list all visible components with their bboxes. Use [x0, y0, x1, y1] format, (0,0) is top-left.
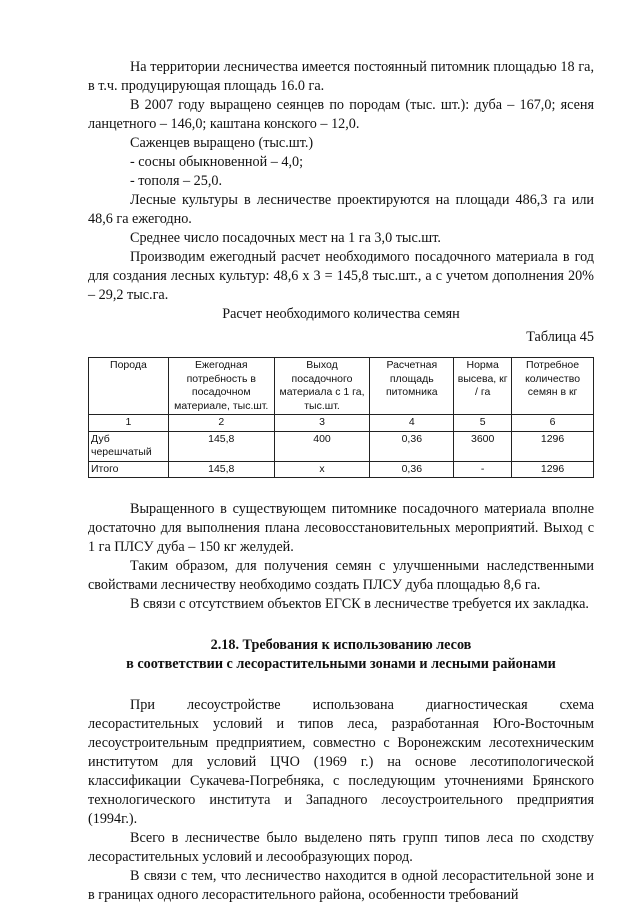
paragraph-seedlings: В 2007 году выращено сеянцев по породам (тыс. шт.): дуба – 167,0; ясеня ланцетного – 146,0; каштана конского – 12,0.: [88, 97, 594, 132]
table-cell: 1: [89, 415, 169, 432]
section-heading-line2: в соответствии с лесорастительными зонами и лесными районами: [126, 656, 556, 672]
table-label: Таблица 45: [526, 329, 594, 345]
table-cell: 5: [454, 415, 512, 432]
table-header-row: [89, 358, 594, 415]
table-row-total: [89, 461, 594, 478]
table-header-cell: Расчетная площадь питомника: [370, 358, 454, 415]
table-header-cell: Ежегодная потребность в посадочном материале, тыс.шт.: [168, 358, 274, 415]
table-title: Расчет необходимого количества семян: [222, 306, 460, 322]
paragraph-sufficient: Выращенного в существующем питомнике посадочного материала вполне достаточно для выполнения плана лесовосстановительных мероприятий. Выход с 1 га ПЛСУ дуба – 150 кг желудей.: [88, 501, 594, 555]
table-cell: 0,36: [370, 461, 454, 478]
paragraph-planting-places: Среднее число посадочных мест на 1 га 3,0 тыс.шт.: [130, 230, 441, 246]
table-cell: 2: [168, 415, 274, 432]
paragraph-nursery: На территории лесничества имеется постоянный питомник площадью 18 га, в т.ч. продуцирующая площадь 16.0 га.: [88, 59, 594, 94]
table-cell: х: [274, 461, 370, 478]
table-cell: 4: [370, 415, 454, 432]
paragraph-forest-cultures: Лесные культуры в лесничестве проектируются на площади 486,3 га или 48,6 га ежегодно.: [88, 192, 594, 227]
table-cell: 1296: [512, 461, 594, 478]
table-row: [89, 431, 594, 461]
table-cell: 400: [274, 431, 370, 461]
seed-requirement-table: [88, 357, 594, 478]
table-cell: 3: [274, 415, 370, 432]
paragraph-forest-groups: Всего в лесничестве было выделено пять групп типов леса по сходству лесорастительных условий и лесообразующих пород.: [88, 830, 594, 865]
paragraph-saplings-header: Саженцев выращено (тыс.шт.): [130, 135, 314, 151]
paragraph-plsu: Таким образом, для получения семян с улучшенными наследственными свойствами лесничеству необходимо создать ПЛСУ дуба площадью 8,6 га.: [88, 558, 594, 593]
table-header-cell: Потребное количество семян в кг: [512, 358, 594, 415]
table-header-cell: Выход посадочного материала с 1 га, тыс.шт.: [274, 358, 370, 415]
table-cell: Дуб черешчатый: [89, 431, 169, 461]
table-cell: 145,8: [168, 461, 274, 478]
table-cell: Итого: [89, 461, 169, 478]
table-cell: 0,36: [370, 431, 454, 461]
paragraph-annual-calc: Производим ежегодный расчет необходимого посадочного материала в год для создания лесных культур: 48,6 х 3 = 145,8 тыс.шт., а с учетом дополнения 20% – 29,2 тыс.га.: [88, 249, 594, 303]
table-header-cell: Порода: [89, 358, 169, 415]
table-cell: 6: [512, 415, 594, 432]
paragraph-diagnostic-scheme: При лесоустройстве использована диагностическая схема лесорастительных условий и типов леса, разработанная Юго-Восточным лесоустроительным предприятием, совместно с Воронежским лесотехническим институтом для условий ЦЧО (1969 г.) на основе лесотипологической классификации Сукачева-Погребняка, с последующим уточнениями Брянского технологического института и Западного лесоустроительного предприятия (1994г.).: [88, 697, 594, 827]
table-number-row: [89, 415, 594, 432]
table-cell: 3600: [454, 431, 512, 461]
paragraph-egsk: В связи с отсутствием объектов ЕГСК в лесничестве требуется их закладка.: [130, 596, 589, 612]
table-cell: 145,8: [168, 431, 274, 461]
table-cell: -: [454, 461, 512, 478]
paragraph-zone: В связи с тем, что лесничество находится в одной лесорастительной зоне и в границах одного лесорастительного района, особенности требований: [88, 868, 594, 903]
table-header-cell: Норма высева, кг / га: [454, 358, 512, 415]
section-heading-line1: 2.18. Требования к использованию лесов: [210, 637, 472, 653]
table-cell: 1296: [512, 431, 594, 461]
document-page: [88, 58, 594, 905]
list-item-poplar: - тополя – 25,0.: [130, 173, 223, 189]
list-item-pine: - сосны обыкновенной – 4,0;: [130, 154, 304, 170]
